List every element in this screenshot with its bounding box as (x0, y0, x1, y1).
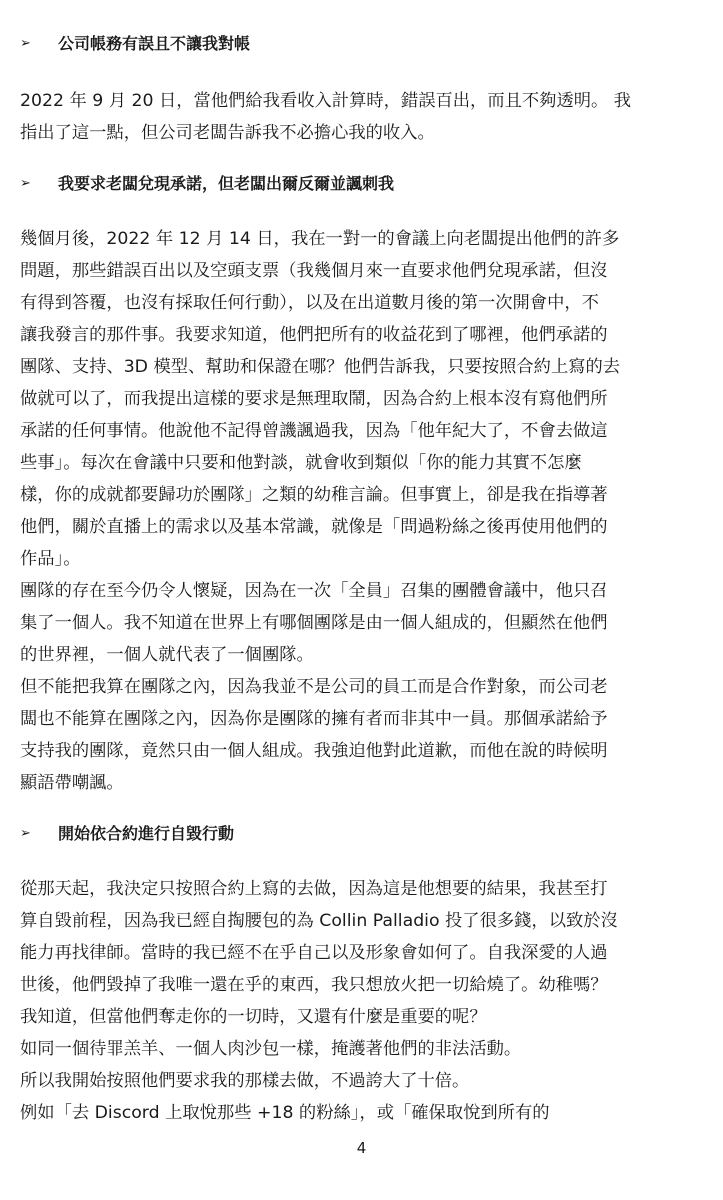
text-line: 世後，他們毀掉了我唯一還在乎的東西，我只想放火把一切給燒了。幼稚嗎？ (20, 975, 608, 995)
text-line: 從那天起，我決定只按照合約上寫的去做，因為這是他想要的結果，我甚至打 (20, 879, 608, 899)
text-line: 他們，關於直播上的需求以及基本常識，就像是「問過粉絲之後再使用他們的 (20, 517, 608, 537)
paragraph (20, 873, 704, 1033)
text-line: 問題，那些錯誤百出以及空頭支票（我幾個月來一直要求他們兌現承諾，但沒 (20, 261, 608, 281)
paragraph (20, 1097, 704, 1129)
text-line: 做就可以了，而我提出這樣的要求是無理取鬧，因為合約上根本沒有寫他們所 (20, 389, 608, 409)
text-line: 2022 年 9 月 20 日，當他們給我看收入計算時，錯誤百出，而且不夠透明。 我 (20, 91, 632, 111)
text-line: 集了一個人。我不知道在世界上有哪個團隊是由一個人組成的，但顯然在他們 (20, 613, 608, 633)
text-line: 有得到答覆，也沒有採取任何行動），以及在出道數月後的第一次開會中，不 (20, 293, 599, 313)
section-title: 公司帳務有誤且不讓我對帳 (58, 34, 251, 53)
paragraph (20, 575, 704, 671)
section-heading-3 (20, 823, 234, 845)
section-title: 開始依合約進行自毀行動 (58, 824, 235, 843)
text-line: 幾個月後，2022 年 12 月 14 日，我在一對一的會議上向老闆提出他們的許多 (20, 229, 620, 249)
text-line: 的世界裡，一個人就代表了一個團隊。 (20, 645, 314, 665)
text-line: 團隊、支持、3D 模型、幫助和保證在哪？他們告訴我，只要按照合約上寫的去 (20, 357, 621, 377)
arrow-bullet-icon: ➢ (20, 826, 31, 841)
text-line: 樣，你的成就都要歸功於團隊」之類的幼稚言論。但事實上，卻是我在指導著 (20, 485, 608, 505)
text-line: 算自毀前程，因為我已經自掏腰包的為 Collin Palladio 投了很多錢，以致於沒 (20, 911, 618, 931)
text-line: 我知道，但當他們奪走你的一切時，又還有什麼是重要的呢？ (20, 1007, 487, 1027)
text-line: 但不能把我算在團隊之內，因為我並不是公司的員工而是合作對象，而公司老 (20, 677, 608, 697)
text-line: 指出了這一點，但公司老闆告訴我不必擔心我的收入。 (20, 123, 435, 143)
text-line: 讓我發言的那件事。我要求知道，他們把所有的收益花到了哪裡，他們承諾的 (20, 325, 608, 345)
text-line: 闆也不能算在團隊之內，因為你是團隊的擁有者而非其中一員。那個承諾給予 (20, 709, 608, 729)
text-line: 顯語帶嘲諷。 (20, 773, 124, 793)
text-line: 所以我開始按照他們要求我的那樣去做，不過誇大了十倍。 (20, 1071, 470, 1091)
text-line: 些事」。每次在會議中只要和他對談，就會收到類似「你的能力其實不怎麼 (20, 453, 582, 473)
section-title: 我要求老闆兌現承諾，但老闆出爾反爾並諷刺我 (58, 174, 395, 193)
text-line: 能力再找律師。當時的我已經不在乎自己以及形象會如何了。自我深愛的人過 (20, 943, 608, 963)
paragraph (20, 223, 704, 575)
text-line: 支持我的團隊，竟然只由一個人組成。我強迫他對此道歉，而他在說的時候明 (20, 741, 608, 761)
text-line: 團隊的存在至今仍令人懷疑，因為在一次「全員」召集的團體會議中，他只召 (20, 581, 608, 601)
section-heading-2 (20, 173, 394, 195)
arrow-bullet-icon: ➢ (20, 36, 31, 51)
section-heading-1 (20, 33, 250, 55)
text-line: 作品」。 (20, 549, 81, 569)
paragraph (20, 1033, 704, 1065)
paragraph (20, 671, 704, 799)
arrow-bullet-icon: ➢ (20, 176, 31, 191)
text-line: 如同一個待罪羔羊、一個人肉沙包一樣，掩護著他們的非法活動。 (20, 1039, 522, 1059)
text-line: 例如「去 Discord 上取悅那些 +18 的粉絲」，或「確保取悅到所有的 (20, 1103, 550, 1123)
text-line: 承諾的任何事情。他說他不記得曾譏諷過我，因為「他年紀大了，不會去做這 (20, 421, 608, 441)
paragraph (20, 1065, 704, 1097)
paragraph (20, 85, 704, 149)
page-number: 4 (356, 1139, 367, 1157)
